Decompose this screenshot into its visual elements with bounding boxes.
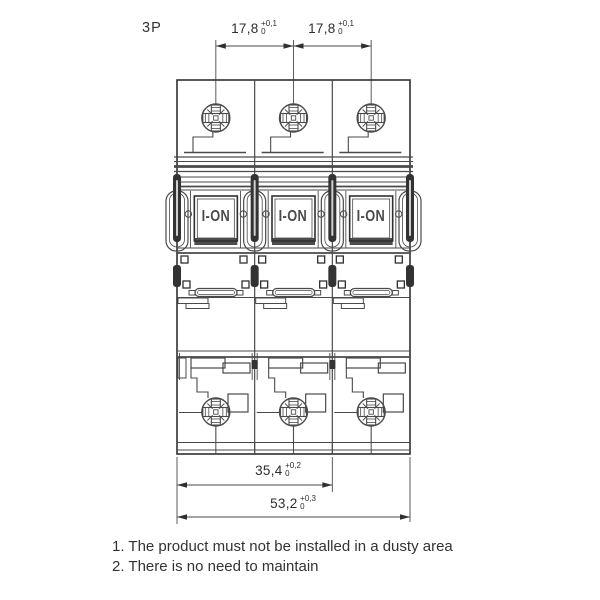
dimension-tolerance — [261, 20, 277, 35]
dimension-value: 35,4 — [255, 463, 283, 478]
terminal-opening-lower — [301, 363, 328, 373]
dimension-arrow — [177, 514, 187, 519]
screw-slot-horizontal — [281, 408, 307, 417]
screw-slot-horizontal — [358, 408, 384, 417]
dimension-tolerance — [338, 20, 354, 35]
terminal-wire-step — [269, 368, 286, 398]
dimension-pitch-left — [231, 21, 277, 36]
dimension-arrow — [400, 514, 410, 519]
terminal-opening-upper — [191, 358, 225, 368]
lever-handle-highlight — [331, 180, 333, 236]
pole-module-2 — [256, 104, 328, 442]
lever-handle-highlight — [176, 180, 178, 236]
note-line-1: 1. The product must not be installed in a dusty area — [112, 538, 453, 555]
lever-tip — [251, 265, 259, 287]
pole-module-3 — [333, 104, 405, 442]
lever-tip — [328, 265, 336, 287]
dimension-tolerance — [285, 462, 301, 477]
terminal-opening-upper — [346, 358, 380, 368]
pole-count-label: 3P — [142, 20, 162, 36]
tolerance-upper: +0,1 — [338, 19, 354, 28]
dimension-overall-width — [270, 496, 316, 511]
slot-end-tab — [237, 291, 243, 296]
terminal-clip — [252, 360, 258, 369]
switch-rocker-label-2 — [270, 208, 316, 226]
tolerance-upper: +0,3 — [300, 494, 316, 503]
vent-hole — [318, 256, 325, 263]
vent-hole — [259, 256, 266, 263]
dimension-arrow — [361, 43, 371, 48]
installation-notes — [112, 537, 453, 576]
latch-step-lower — [341, 304, 364, 309]
dimension-arrow — [284, 43, 294, 48]
vent-hole — [395, 256, 402, 263]
dimension-arrow — [216, 43, 226, 48]
clamp-block — [306, 394, 326, 412]
toggle-lever-2 — [244, 174, 266, 287]
label-window-slot — [273, 289, 315, 297]
pole-modules-layer — [166, 104, 421, 442]
terminal-wire-step — [348, 132, 368, 152]
clamp-block — [228, 394, 248, 412]
screw-slot-horizontal — [358, 114, 384, 123]
terminal-wire-step — [346, 368, 363, 398]
vent-hole — [320, 281, 327, 288]
pole-module-1 — [178, 104, 250, 442]
switch-label-text: I-ON — [278, 208, 308, 225]
vent-hole — [181, 256, 188, 263]
vent-hole — [336, 256, 343, 263]
switch-label-text: I-ON — [356, 208, 386, 225]
screw-slot-horizontal — [281, 114, 307, 123]
tolerance-upper: +0,1 — [261, 19, 277, 28]
vent-hole — [183, 281, 190, 288]
toggle-lever-4 — [399, 174, 421, 287]
dimension-arrow — [294, 43, 304, 48]
terminal-wire-step — [191, 368, 208, 398]
terminal-opening-lower — [378, 363, 405, 373]
terminal-opening-lower — [223, 363, 250, 373]
dimension-pitch-right — [308, 21, 354, 36]
label-window-inner — [198, 291, 235, 295]
lever-handle-highlight — [254, 180, 256, 236]
dimension-tolerance — [300, 495, 316, 510]
switch-rocker-label-1 — [193, 208, 239, 226]
tolerance-lower: 0 — [338, 26, 343, 36]
vent-hole — [242, 281, 249, 288]
tolerance-upper: +0,2 — [285, 461, 301, 470]
slot-end-tab — [392, 291, 398, 296]
slot-end-tab — [267, 291, 273, 296]
latch-step-lower — [264, 304, 287, 309]
latch-step-upper — [178, 298, 208, 304]
label-window-inner — [353, 291, 390, 295]
slot-end-tab — [315, 291, 321, 296]
terminal-wire-step — [193, 132, 213, 152]
label-window-slot — [195, 289, 237, 297]
tolerance-lower: 0 — [261, 26, 266, 36]
lever-tip — [173, 265, 181, 287]
label-window-slot — [350, 289, 392, 297]
latch-step-upper — [256, 298, 286, 304]
lever-handle-highlight — [409, 180, 411, 236]
tolerance-lower: 0 — [300, 501, 305, 511]
latch-step-upper — [333, 298, 363, 304]
latch-step-lower — [186, 304, 209, 309]
dimension-value: 53,2 — [270, 496, 298, 511]
tolerance-lower: 0 — [285, 468, 290, 478]
vent-hole — [397, 281, 404, 288]
dimension-value: 17,8 — [308, 21, 336, 36]
screw-slot-horizontal — [203, 114, 229, 123]
slot-end-tab — [189, 291, 195, 296]
terminal-opening-upper — [269, 358, 303, 368]
lever-tip — [406, 265, 414, 287]
vent-hole — [240, 256, 247, 263]
terminal-clip — [329, 360, 335, 369]
toggle-lever-3 — [321, 174, 343, 287]
screw-slot-horizontal — [203, 408, 229, 417]
switch-rocker-label-3 — [348, 208, 394, 226]
switch-label-text: I-ON — [201, 208, 231, 225]
vent-hole — [261, 281, 268, 288]
note-line-2: 2. There is no need to maintain — [112, 557, 319, 575]
slot-end-tab — [344, 291, 350, 296]
toggle-lever-1 — [166, 174, 188, 287]
terminal-wire-step — [271, 132, 291, 152]
clamp-block — [383, 394, 403, 412]
dimension-arrow — [177, 482, 187, 487]
dimension-mounting-width — [255, 463, 301, 478]
vent-hole — [338, 281, 345, 288]
dimension-value: 17,8 — [231, 21, 259, 36]
label-window-inner — [275, 291, 312, 295]
dimension-arrow — [322, 482, 332, 487]
